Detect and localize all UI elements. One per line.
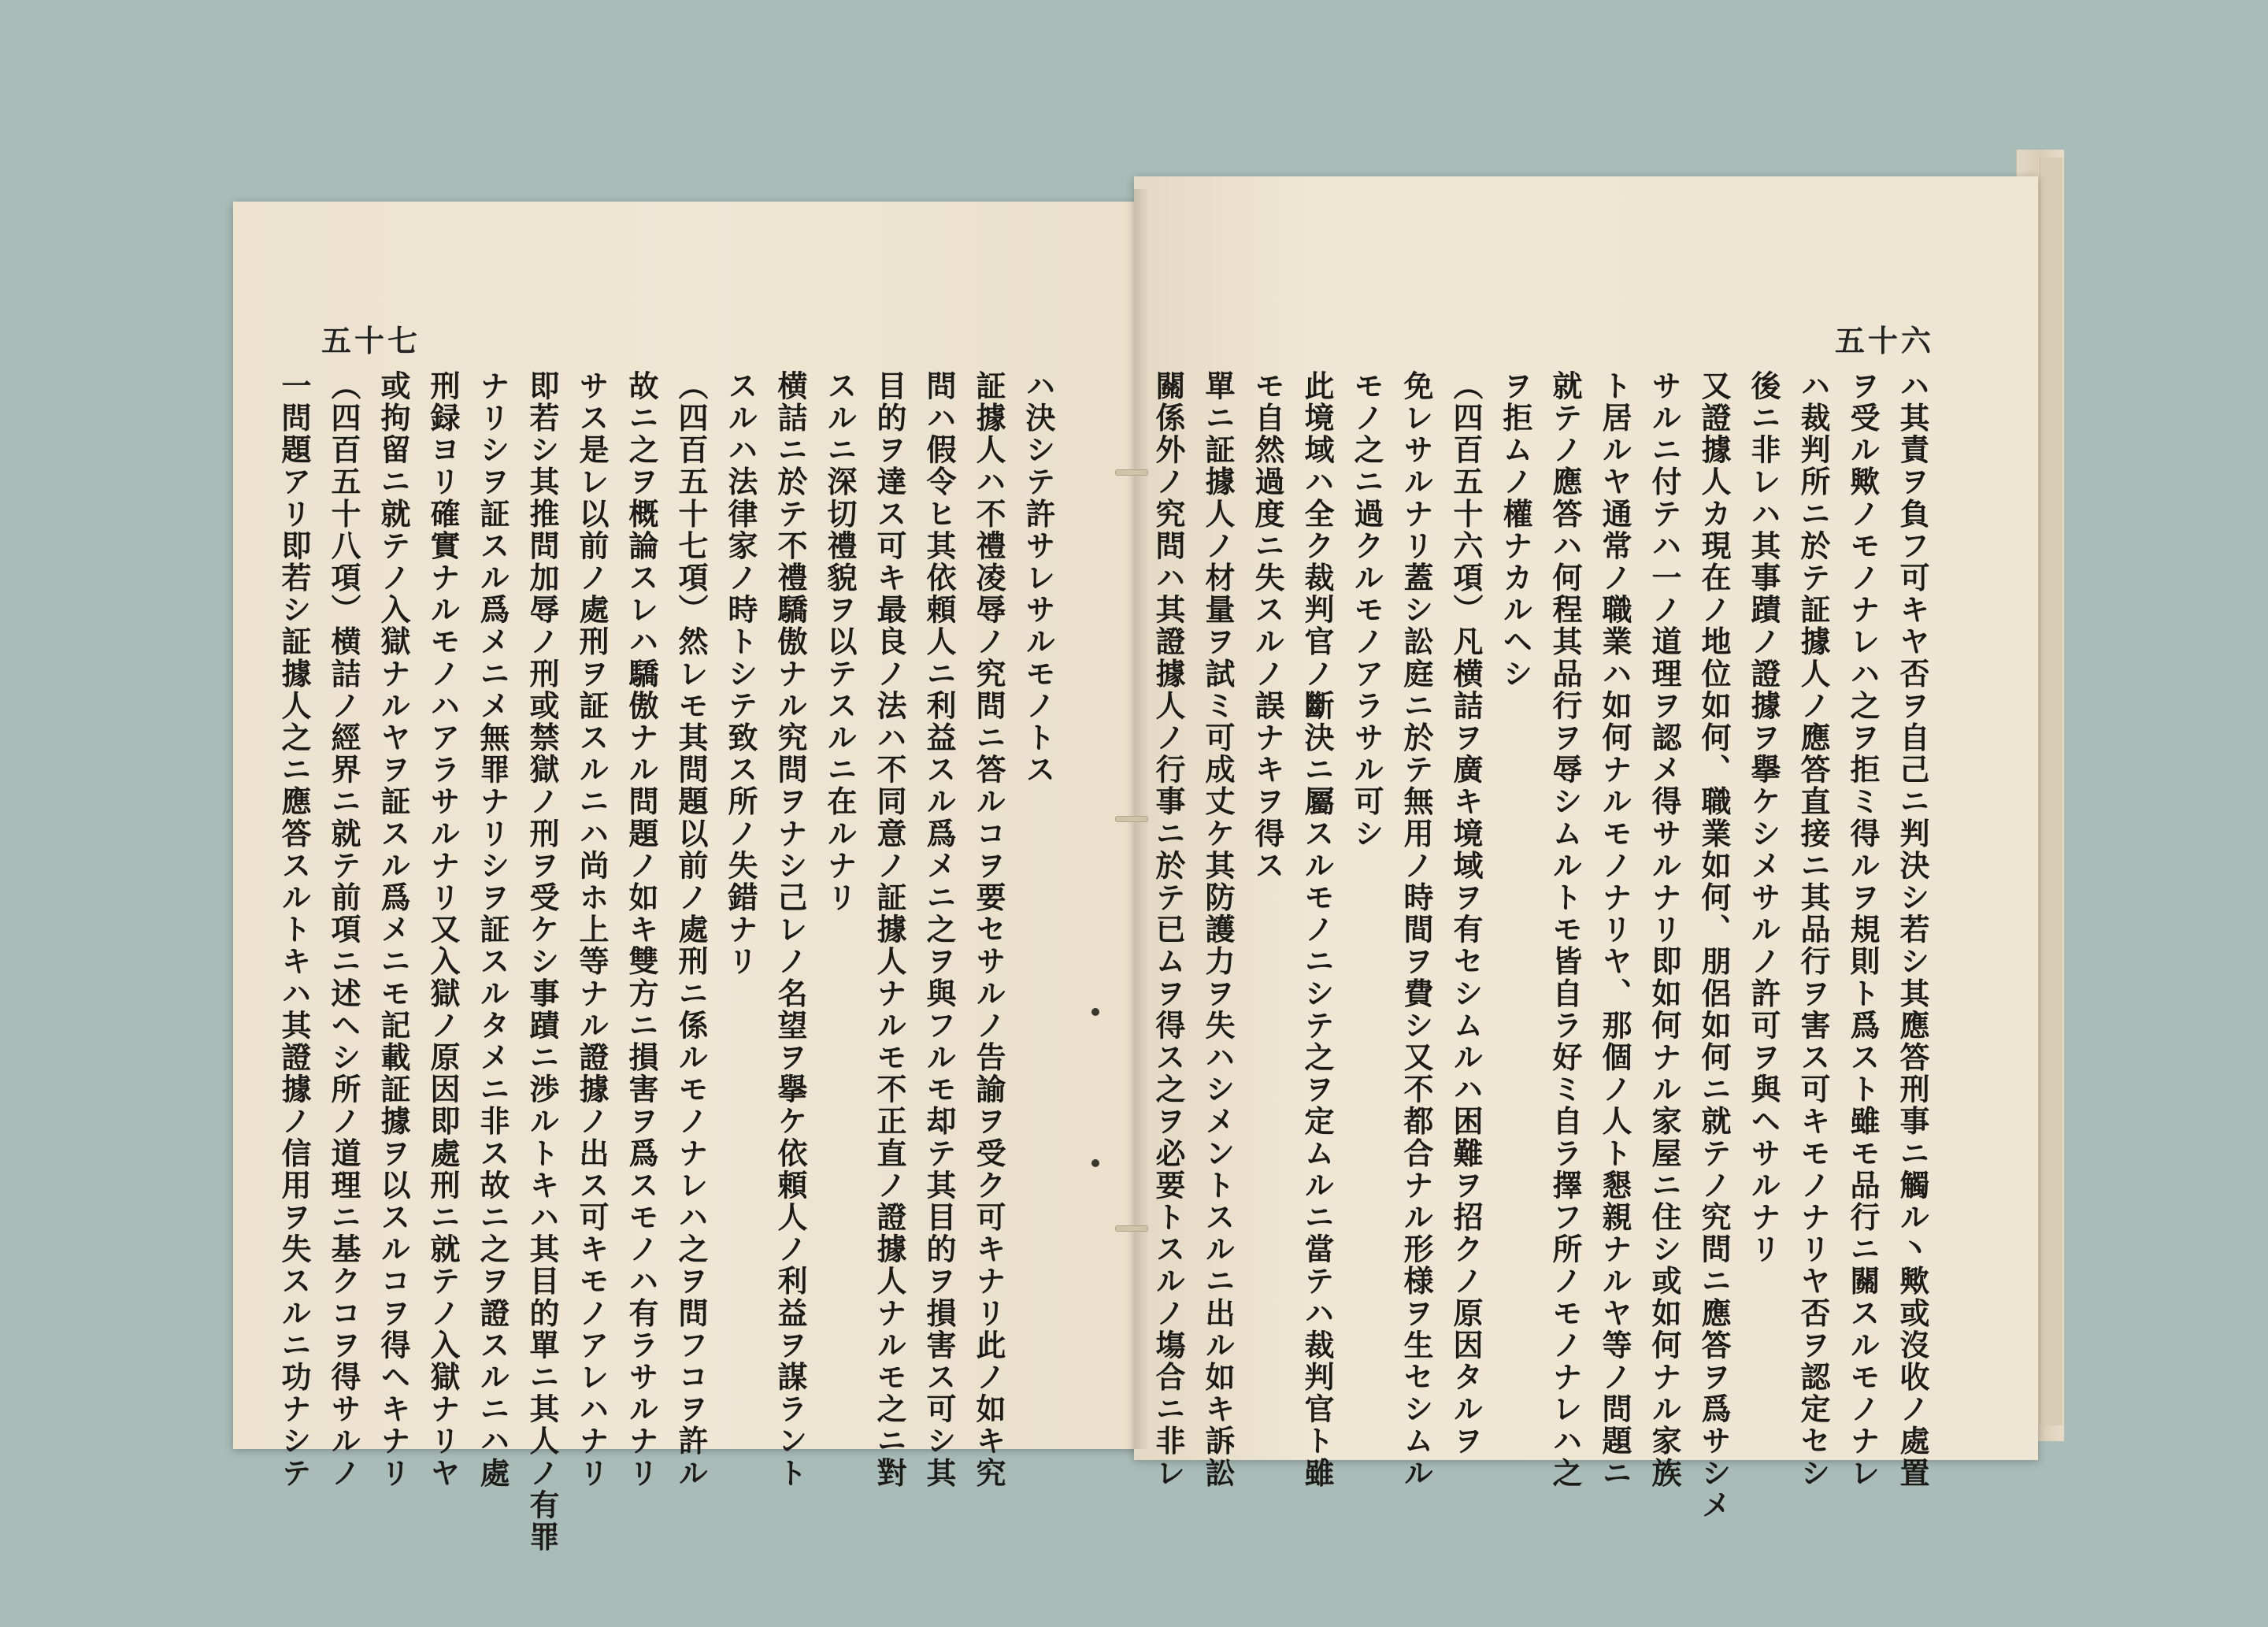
text-line: 就テノ應答ハ何程其品行ヲ辱シムルトモ皆自ラ好ミ自ラ擇フ所ノモノナレハ之 bbox=[1547, 370, 1583, 1489]
text-line: ハ決シテ許サレサルモノトス bbox=[1021, 370, 1056, 786]
text-line: ナリシヲ証スル爲メニメ無罪ナリシヲ証スルタメニ非ス故ニ之ヲ證スルニハ處 bbox=[475, 370, 510, 1489]
left-page-number: 五十七 bbox=[321, 323, 421, 358]
text-line: 証據人ハ不禮凌辱ノ究問ニ答ルコヲ要セサルノ告諭ヲ受ク可キナリ此ノ如キ究 bbox=[971, 370, 1006, 1489]
text-line: 又證據人カ現在ノ地位如何、職業如何、朋侶如何ニ就テノ究問ニ應答ヲ爲サシメ bbox=[1696, 370, 1732, 1521]
text-line: 故ニ之ヲ概論スレハ驕傲ナル問題ノ如キ雙方ニ損害ヲ爲スモノハ有ラサルナリ bbox=[624, 370, 659, 1489]
text-line: 免レサルナリ蓋シ訟庭ニ於テ無用ノ時間ヲ費シ又不都合ナル形様ヲ生セシムル bbox=[1399, 370, 1434, 1489]
left-page-text bbox=[276, 370, 1063, 1554]
right-page-number: 五十六 bbox=[1835, 323, 1935, 358]
right-page-text bbox=[1151, 370, 1937, 1521]
text-line: 問ハ假令ヒ其依頼人ニ利益スル爲メニ之ヲ與フルモ却テ其目的ヲ損害ス可シ其 bbox=[921, 370, 957, 1489]
text-line: 一問題アリ即若シ証據人之ニ應答スルトキハ其證據ノ信用ヲ失スルニ功ナシテ bbox=[276, 370, 312, 1489]
text-line: ヲ拒ムノ權ナカルヘシ bbox=[1498, 370, 1533, 690]
text-line: サス是レ以前ノ處刑ヲ証スルニハ尚ホ上等ナル證據ノ出ス可キモノアレハナリ bbox=[574, 370, 610, 1489]
page-stack-edge-inner bbox=[2040, 158, 2062, 1425]
binding-hole bbox=[1091, 1008, 1099, 1016]
text-line: ハ其責ヲ負フ可キヤ否ヲ自己ニ判決シ若シ其應答刑事ニ觸ル丶歟或沒收ノ處置 bbox=[1895, 370, 1930, 1489]
text-line: ヲ受ル歟ノモノナレハ之ヲ拒ミ得ルヲ規則ト爲スト雖モ品行ニ關スルモノナレ bbox=[1845, 370, 1881, 1489]
binding-hole bbox=[1091, 1159, 1099, 1167]
text-line: スルニ深切禮貌ヲ以テスルニ在ルナリ bbox=[822, 370, 858, 914]
text-line: 關係外ノ究問ハ其證據人ノ行事ニ於テ已ムヲ得ス之ヲ必要トスルノ塲合ニ非レ bbox=[1151, 370, 1186, 1489]
text-line: 即若シ其推問加辱ノ刑或禁獄ノ刑ヲ受ケシ事蹟ニ渉ルトキハ其目的單ニ其人ノ有罪 bbox=[524, 370, 560, 1554]
text-line: 或拘留ニ就テノ入獄ナルヤヲ証スル爲メニモ記載証據ヲ以スルコヲ得ヘキナリ bbox=[376, 370, 411, 1489]
text-line: （四百五十七項）然レモ其問題以前ノ處刑ニ係ルモノナレハ之ヲ問フコヲ許ル bbox=[673, 370, 709, 1489]
text-line: 後ニ非レハ其事蹟ノ證據ヲ擧ケシメサルノ許可ヲ與ヘサルナリ bbox=[1746, 370, 1781, 1266]
text-line: スルハ法律家ノ時トシテ致ス所ノ失錯ナリ bbox=[723, 370, 758, 978]
text-line: ハ裁判所ニ於テ証據人ノ應答直接ニ其品行ヲ害ス可キモノナリヤ否ヲ認定セシ bbox=[1796, 370, 1831, 1489]
text-line: 目的ヲ達ス可キ最良ノ法ハ不同意ノ証據人ナルモ不正直ノ證據人ナルモ之ニ對 bbox=[872, 370, 907, 1489]
text-line: （四百五十八項）横詰ノ經界ニ就テ前項ニ述ヘシ所ノ道理ニ基クコヲ得サルノ bbox=[326, 370, 361, 1489]
text-line: 刑録ヨリ確實ナルモノハアラサルナリ又入獄ノ原因即處刑ニ就テノ入獄ナリヤ bbox=[425, 370, 461, 1489]
text-line: 單ニ証據人ノ材量ヲ試ミ可成丈ケ其防護力ヲ失ハシメントスルニ出ル如キ訴訟 bbox=[1200, 370, 1236, 1489]
text-line: ト居ルヤ通常ノ職業ハ如何ナルモノナリヤ、那個ノ人ト懇親ナルヤ等ノ問題ニ bbox=[1597, 370, 1632, 1489]
text-line: 此境域ハ全ク裁判官ノ斷決ニ屬スルモノニシテ之ヲ定ムルニ當テハ裁判官ト雖 bbox=[1299, 370, 1335, 1489]
text-line: 横詰ニ於テ不禮驕傲ナル究問ヲナシ己レノ名望ヲ擧ケ依頼人ノ利益ヲ謀ラント bbox=[773, 370, 808, 1489]
text-line: （四百五十六項）凡横詰ヲ廣キ境域ヲ有セシムルハ困難ヲ招クノ原因タルヲ bbox=[1448, 370, 1484, 1458]
text-line: モ自然過度ニ失スルノ誤ナキヲ得ス bbox=[1250, 370, 1285, 882]
text-line: モノ之ニ過クルモノアラサル可シ bbox=[1349, 370, 1384, 850]
text-line: サルニ付テハ一ノ道理ヲ認メ得サルナリ即如何ナル家屋ニ住シ或如何ナル家族 bbox=[1647, 370, 1682, 1489]
